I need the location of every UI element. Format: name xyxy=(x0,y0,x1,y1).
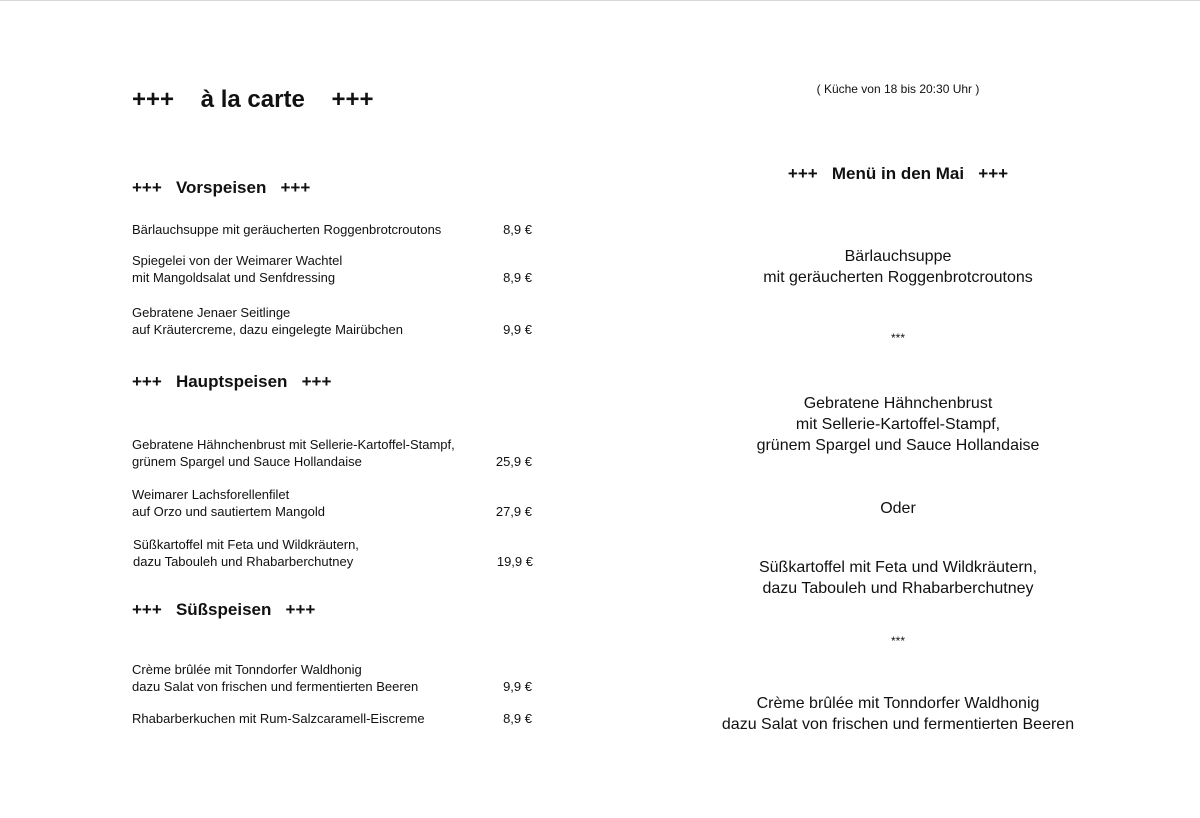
course-alternative: Oder xyxy=(880,500,916,517)
item-line: Rhabarberkuchen mit Rum-Salzcaramell-Eiscreme xyxy=(132,711,425,726)
item-line: dazu Tabouleh und Rhabarberchutney xyxy=(133,554,354,569)
course-line: dazu Salat von frischen und fermentierten Beeren xyxy=(721,716,1075,733)
section-title-vorspeisen: +++ Vorspeisen +++ xyxy=(132,178,311,197)
kitchen-hours: ( Küche von 18 bis 20:30 Uhr ) xyxy=(816,82,980,96)
course-separator: *** xyxy=(890,634,905,648)
item-line: Bärlauchsuppe mit geräucherten Roggenbrotcroutons xyxy=(132,222,442,237)
menu-item xyxy=(132,486,532,520)
item-price: 25,9 € xyxy=(495,454,532,469)
item-line: grünem Spargel und Sauce Hollandaise xyxy=(132,454,362,469)
menu-item xyxy=(132,436,532,470)
item-line: Süßkartoffel mit Feta und Wildkräutern, xyxy=(133,537,359,552)
menu-item xyxy=(132,710,532,727)
course-line: Crème brûlée mit Tonndorfer Waldhonig xyxy=(756,695,1040,712)
item-price: 8,9 € xyxy=(503,270,532,285)
item-line: auf Orzo und sautiertem Mangold xyxy=(132,504,325,519)
item-price: 27,9 € xyxy=(495,504,532,519)
course-separator: *** xyxy=(890,331,905,345)
course xyxy=(598,246,1198,288)
menu-item xyxy=(132,661,532,695)
course-line: Bärlauchsuppe xyxy=(844,248,952,265)
top-rule xyxy=(0,0,1200,1)
course xyxy=(598,557,1198,599)
menu-item xyxy=(133,536,533,570)
item-line: Spiegelei von der Weimarer Wachtel xyxy=(132,253,343,268)
item-line: auf Kräutercreme, dazu eingelegte Mairübchen xyxy=(132,322,403,337)
course-line: grünem Spargel und Sauce Hollandaise xyxy=(756,437,1040,454)
section-title-suessspeisen: +++ Süßspeisen +++ xyxy=(132,600,316,619)
item-line: Crème brûlée mit Tonndorfer Waldhonig xyxy=(132,662,362,677)
item-line: mit Mangoldsalat und Senfdressing xyxy=(132,270,336,285)
set-menu-title: +++ Menü in den Mai +++ xyxy=(787,164,1009,183)
item-line: Gebratene Hähnchenbrust mit Sellerie-Kartoffel-Stampf, xyxy=(132,437,455,452)
item-line: Weimarer Lachsforellenfilet xyxy=(132,487,290,502)
item-line: dazu Salat von frischen und fermentierten Beeren xyxy=(132,679,419,694)
menu-item xyxy=(132,252,532,286)
course-line: Süßkartoffel mit Feta und Wildkräutern, xyxy=(758,559,1038,576)
item-price: 19,9 € xyxy=(496,554,533,569)
item-price: 8,9 € xyxy=(503,222,532,237)
course xyxy=(598,693,1198,735)
menu-item xyxy=(132,221,532,238)
course-line: mit geräucherten Roggenbrotcroutons xyxy=(763,269,1033,286)
a-la-carte-title: +++ à la carte +++ xyxy=(132,86,374,113)
section-title-hauptspeisen: +++ Hauptspeisen +++ xyxy=(132,372,332,391)
menu-item xyxy=(132,304,532,338)
item-price: 8,9 € xyxy=(503,711,532,726)
item-price: 9,9 € xyxy=(503,322,532,337)
item-price: 9,9 € xyxy=(503,679,532,694)
item-line: Gebratene Jenaer Seitlinge xyxy=(132,305,291,320)
course xyxy=(598,393,1198,456)
course-line: Gebratene Hähnchenbrust xyxy=(803,395,993,412)
course-line: dazu Tabouleh und Rhabarberchutney xyxy=(762,580,1034,597)
course-line: mit Sellerie-Kartoffel-Stampf, xyxy=(795,416,1001,433)
